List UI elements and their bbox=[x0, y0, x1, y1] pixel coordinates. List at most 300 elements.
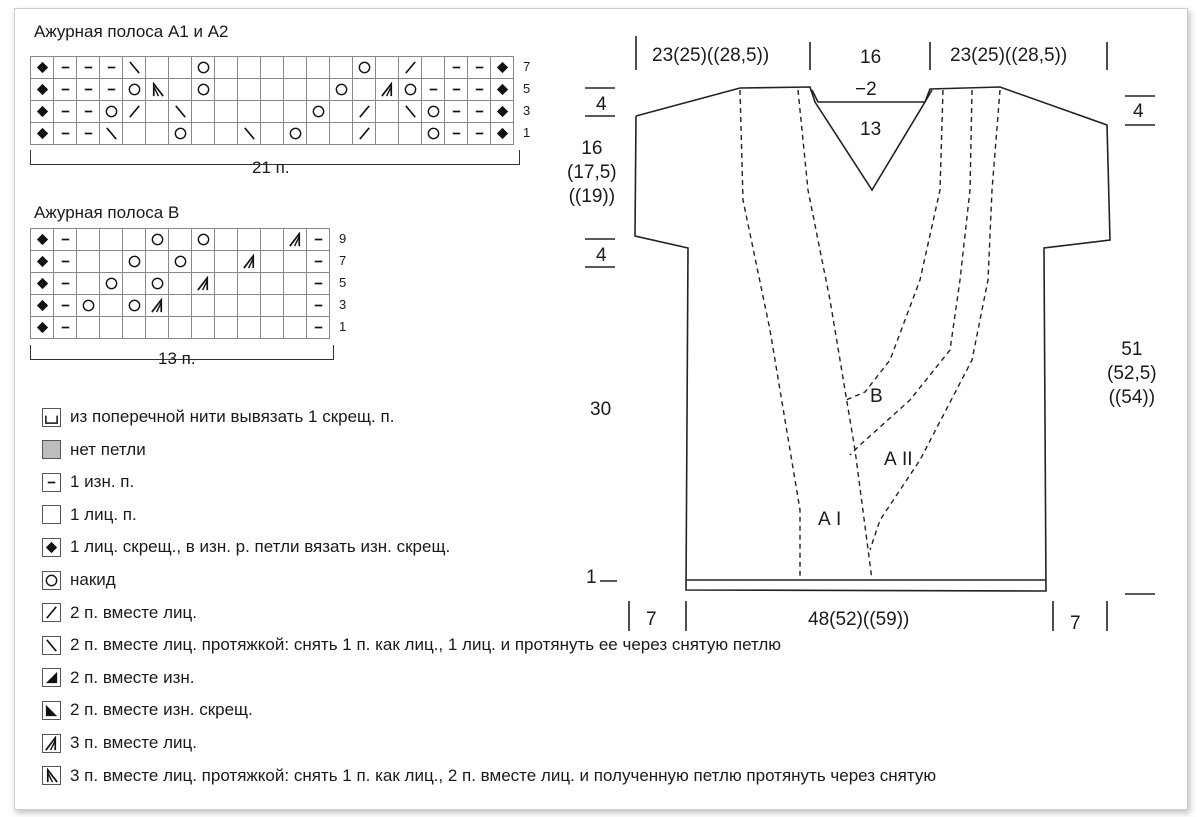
chart-cell bbox=[284, 57, 307, 79]
chart-cell bbox=[215, 229, 238, 251]
legend-item bbox=[42, 504, 137, 526]
chart-cell bbox=[123, 57, 146, 79]
chart-cell bbox=[353, 123, 376, 145]
p2tog-icon bbox=[44, 670, 59, 685]
chart-cell bbox=[100, 251, 123, 273]
legend-symbol bbox=[42, 734, 61, 753]
chart-cell bbox=[31, 317, 54, 339]
sk3-icon bbox=[44, 768, 59, 783]
chart-cell bbox=[146, 229, 169, 251]
strip-line-5 bbox=[870, 90, 1000, 550]
diamond-icon bbox=[35, 254, 50, 269]
chart-cell bbox=[284, 79, 307, 101]
row-number: 3 bbox=[523, 103, 531, 118]
diamond-icon bbox=[495, 104, 510, 119]
dash-icon bbox=[58, 104, 73, 119]
chart-cell bbox=[215, 317, 238, 339]
chart-cell bbox=[54, 101, 77, 123]
chart-cell bbox=[169, 251, 192, 273]
chart-cell bbox=[261, 251, 284, 273]
neck-minus: −2 bbox=[855, 79, 877, 100]
bottom-width: 48(52)((59)) bbox=[808, 609, 910, 630]
chart-cell bbox=[307, 295, 330, 317]
chart-cell bbox=[31, 101, 54, 123]
strip-label-a1: А I bbox=[818, 509, 842, 530]
chart-cell bbox=[77, 101, 100, 123]
diamond-icon bbox=[35, 60, 50, 75]
dash-icon bbox=[81, 104, 96, 119]
chart-cell bbox=[491, 57, 514, 79]
chart-row bbox=[31, 273, 330, 295]
dash-icon bbox=[58, 298, 73, 313]
ssk-icon bbox=[104, 126, 119, 141]
chart-cell bbox=[261, 79, 284, 101]
chart-cell bbox=[54, 317, 77, 339]
chart-cell bbox=[422, 123, 445, 145]
legend-text: 2 п. вместе лиц. bbox=[70, 602, 197, 622]
chart-cell bbox=[77, 273, 100, 295]
legend-item bbox=[42, 732, 197, 754]
dash-icon bbox=[44, 475, 59, 490]
dash-icon bbox=[449, 126, 464, 141]
top-right-width: 23(25)((28,5)) bbox=[950, 45, 1068, 66]
chart-cell bbox=[192, 101, 215, 123]
ssk-icon bbox=[173, 104, 188, 119]
legend-symbol bbox=[42, 408, 61, 427]
chart-cell bbox=[399, 79, 422, 101]
chart-cell bbox=[192, 295, 215, 317]
k3-icon bbox=[288, 232, 303, 247]
chart-cell bbox=[77, 295, 100, 317]
chart-cell bbox=[468, 101, 491, 123]
chart-cell bbox=[31, 273, 54, 295]
chart-cell bbox=[238, 101, 261, 123]
chart-cell bbox=[146, 57, 169, 79]
legend-text: 1 лиц. скрещ., в изн. р. петли вязать изн. скрещ. bbox=[70, 537, 451, 557]
side-height: 30 bbox=[590, 399, 612, 420]
dash-icon bbox=[58, 82, 73, 97]
diamond-icon bbox=[35, 104, 50, 119]
k3-icon bbox=[196, 276, 211, 291]
o-icon bbox=[426, 104, 441, 119]
chart-cell bbox=[54, 79, 77, 101]
chart-cell bbox=[100, 295, 123, 317]
dash-icon bbox=[311, 320, 326, 335]
chart-cell bbox=[77, 57, 100, 79]
chart-cell bbox=[31, 123, 54, 145]
garment-outline bbox=[635, 87, 1110, 591]
chart-row bbox=[31, 57, 514, 79]
diamond-icon bbox=[44, 540, 59, 555]
o-icon bbox=[196, 60, 211, 75]
chart-cell bbox=[422, 57, 445, 79]
chart-row bbox=[31, 317, 330, 339]
chart-cell bbox=[146, 317, 169, 339]
o-icon bbox=[104, 104, 119, 119]
o-icon bbox=[150, 276, 165, 291]
chart-cell bbox=[376, 57, 399, 79]
chart-cell bbox=[330, 123, 353, 145]
chart-cell bbox=[307, 251, 330, 273]
strip-label-a2: А II bbox=[884, 449, 913, 470]
chart-cell bbox=[31, 229, 54, 251]
chart-cell bbox=[445, 57, 468, 79]
chart-cell bbox=[261, 273, 284, 295]
chart-cell bbox=[215, 273, 238, 295]
o-icon bbox=[127, 298, 142, 313]
chart-cell bbox=[261, 101, 284, 123]
chart-cell bbox=[284, 123, 307, 145]
diamond-icon bbox=[35, 276, 50, 291]
chart-cell bbox=[54, 273, 77, 295]
legend-text: из поперечной нити вывязать 1 скрещ. п. bbox=[70, 407, 395, 426]
chart-cell bbox=[307, 317, 330, 339]
chart-cell bbox=[146, 79, 169, 101]
o-icon bbox=[311, 104, 326, 119]
chart-cell bbox=[100, 229, 123, 251]
chart-b-title: Ажурная полоса В bbox=[34, 203, 180, 222]
k2tog-icon bbox=[403, 60, 418, 75]
o-icon bbox=[403, 82, 418, 97]
chart-cell bbox=[31, 57, 54, 79]
o-icon bbox=[173, 254, 188, 269]
legend-symbol bbox=[42, 538, 61, 557]
chart-cell bbox=[399, 123, 422, 145]
chart-cell bbox=[100, 57, 123, 79]
dash-icon bbox=[81, 60, 96, 75]
diamond-icon bbox=[35, 232, 50, 247]
chart-row bbox=[31, 229, 330, 251]
o-icon bbox=[127, 254, 142, 269]
legend-item bbox=[42, 439, 146, 461]
chart-cell bbox=[169, 57, 192, 79]
dash-icon bbox=[81, 126, 96, 141]
strip-label-b: В bbox=[870, 386, 883, 407]
chart-cell bbox=[307, 123, 330, 145]
dash-icon bbox=[58, 254, 73, 269]
chart-cell bbox=[169, 317, 192, 339]
diamond-icon bbox=[495, 82, 510, 97]
chart-cell bbox=[491, 123, 514, 145]
dash-icon bbox=[449, 82, 464, 97]
chart-cell bbox=[284, 273, 307, 295]
chart-b-grid bbox=[30, 228, 330, 339]
chart-cell bbox=[169, 273, 192, 295]
legend-symbol bbox=[42, 473, 61, 492]
chart-cell bbox=[238, 317, 261, 339]
chart-cell bbox=[123, 79, 146, 101]
p2togtbl-icon bbox=[44, 703, 59, 718]
legend-item bbox=[42, 471, 134, 493]
chart-cell bbox=[261, 295, 284, 317]
neck-width: 16 bbox=[860, 47, 882, 68]
row-number: 3 bbox=[339, 297, 347, 312]
diamond-icon bbox=[35, 320, 50, 335]
chart-cell bbox=[146, 295, 169, 317]
chart-cell bbox=[307, 101, 330, 123]
chart-cell bbox=[445, 123, 468, 145]
armhole-bottom: 4 bbox=[596, 245, 607, 266]
chart-cell bbox=[376, 79, 399, 101]
chart-cell bbox=[54, 229, 77, 251]
chart-cell bbox=[261, 123, 284, 145]
dash-icon bbox=[58, 60, 73, 75]
chart-cell bbox=[284, 229, 307, 251]
chart-cell bbox=[307, 79, 330, 101]
dash-icon bbox=[472, 126, 487, 141]
legend-text: 2 п. вместе изн. скрещ. bbox=[70, 700, 253, 720]
dash-icon bbox=[58, 276, 73, 291]
shoulder-right: 4 bbox=[1133, 101, 1144, 122]
dash-icon bbox=[472, 104, 487, 119]
chart-cell bbox=[123, 229, 146, 251]
dash-icon bbox=[81, 82, 96, 97]
chart-cell bbox=[77, 123, 100, 145]
legend-text: 3 п. вместе лиц. протяжкой: снять 1 п. как лиц., 2 п. вместе лиц. и полученную петлю протянуть через снятую bbox=[70, 765, 937, 785]
chart-a-grid bbox=[30, 56, 514, 145]
chart-cell bbox=[215, 123, 238, 145]
total-height: 51 (52,5) ((54)) bbox=[1107, 339, 1157, 408]
k2tog-icon bbox=[44, 605, 59, 620]
chart-cell bbox=[215, 251, 238, 273]
chart-cell bbox=[31, 251, 54, 273]
chart-cell bbox=[123, 317, 146, 339]
chart-cell bbox=[284, 295, 307, 317]
dash-icon bbox=[311, 232, 326, 247]
dash-icon bbox=[311, 298, 326, 313]
chart-cell bbox=[192, 229, 215, 251]
chart-cell bbox=[77, 317, 100, 339]
diamond-icon bbox=[495, 60, 510, 75]
o-icon bbox=[44, 573, 59, 588]
armhole-height: 16 (17,5) ((19)) bbox=[567, 138, 617, 207]
chart-cell bbox=[54, 57, 77, 79]
row-number: 7 bbox=[523, 59, 531, 74]
row-number: 1 bbox=[523, 125, 531, 140]
ssk-icon bbox=[242, 126, 257, 141]
row-number: 1 bbox=[339, 319, 347, 334]
chart-cell bbox=[330, 79, 353, 101]
diamond-icon bbox=[35, 126, 50, 141]
shoulder-left: 4 bbox=[596, 94, 607, 115]
row-number: 7 bbox=[339, 253, 347, 268]
dash-icon bbox=[472, 82, 487, 97]
k2tog-icon bbox=[357, 104, 372, 119]
chart-cell bbox=[238, 57, 261, 79]
dash-icon bbox=[58, 320, 73, 335]
chart-cell bbox=[261, 317, 284, 339]
strip-line-2 bbox=[798, 90, 872, 580]
chart-cell bbox=[192, 57, 215, 79]
legend-symbol bbox=[42, 505, 61, 524]
legend-item bbox=[42, 536, 450, 558]
chart-row bbox=[31, 101, 514, 123]
dash-icon bbox=[449, 60, 464, 75]
ssk-icon bbox=[403, 104, 418, 119]
dash-icon bbox=[449, 104, 464, 119]
bottom-right: 7 bbox=[1070, 613, 1081, 634]
chart-row bbox=[31, 295, 330, 317]
legend-text: накид bbox=[70, 570, 116, 589]
o-icon bbox=[150, 232, 165, 247]
chart-cell bbox=[238, 273, 261, 295]
k3-icon bbox=[242, 254, 257, 269]
o-icon bbox=[334, 82, 349, 97]
hem-height: 1 bbox=[586, 567, 597, 588]
chart-cell bbox=[192, 79, 215, 101]
diamond-icon bbox=[35, 82, 50, 97]
row-number: 5 bbox=[339, 275, 347, 290]
chart-cell bbox=[54, 295, 77, 317]
chart-cell bbox=[146, 101, 169, 123]
chart-cell bbox=[100, 317, 123, 339]
legend-symbol bbox=[42, 766, 61, 785]
chart-cell bbox=[215, 57, 238, 79]
chart-cell bbox=[215, 79, 238, 101]
strip-line-1 bbox=[740, 90, 800, 580]
chart-cell bbox=[77, 229, 100, 251]
chart-cell bbox=[445, 79, 468, 101]
k3-icon bbox=[44, 736, 59, 751]
chart-cell bbox=[491, 101, 514, 123]
loop-icon bbox=[44, 410, 59, 425]
chart-cell bbox=[54, 251, 77, 273]
chart-cell bbox=[261, 229, 284, 251]
chart-cell bbox=[215, 101, 238, 123]
top-left-width: 23(25)((28,5)) bbox=[652, 45, 770, 66]
dash-icon bbox=[472, 60, 487, 75]
chart-cell bbox=[100, 123, 123, 145]
legend-item bbox=[42, 667, 195, 689]
chart-cell bbox=[353, 79, 376, 101]
chart-cell bbox=[468, 57, 491, 79]
dash-icon bbox=[426, 82, 441, 97]
chart-cell bbox=[238, 123, 261, 145]
k3-icon bbox=[150, 298, 165, 313]
chart-table bbox=[30, 228, 330, 339]
chart-cell bbox=[284, 317, 307, 339]
row-number: 9 bbox=[339, 231, 347, 246]
legend-symbol bbox=[42, 440, 61, 459]
chart-a-title: Ажурная полоса А1 и А2 bbox=[34, 22, 229, 41]
legend-item bbox=[42, 569, 116, 591]
o-icon bbox=[288, 126, 303, 141]
ssk-icon bbox=[44, 638, 59, 653]
legend-symbol bbox=[42, 571, 61, 590]
chart-cell bbox=[54, 123, 77, 145]
chart-cell bbox=[192, 123, 215, 145]
chart-cell bbox=[422, 101, 445, 123]
dash-icon bbox=[104, 82, 119, 97]
neck-depth: 13 bbox=[860, 119, 882, 140]
chart-cell bbox=[330, 101, 353, 123]
ssk-icon bbox=[127, 60, 142, 75]
legend-item bbox=[42, 765, 936, 787]
dash-icon bbox=[58, 126, 73, 141]
chart-cell bbox=[146, 273, 169, 295]
chart-cell bbox=[169, 79, 192, 101]
chart-cell bbox=[330, 57, 353, 79]
chart-cell bbox=[215, 295, 238, 317]
chart-cell bbox=[376, 123, 399, 145]
legend-text: 1 лиц. п. bbox=[70, 504, 137, 524]
row-number: 5 bbox=[523, 81, 531, 96]
chart-cell bbox=[353, 57, 376, 79]
chart-cell bbox=[192, 273, 215, 295]
chart-cell bbox=[77, 79, 100, 101]
dash-icon bbox=[104, 60, 119, 75]
k3-icon bbox=[380, 82, 395, 97]
diamond-icon bbox=[35, 298, 50, 313]
chart-cell bbox=[100, 273, 123, 295]
chart-cell bbox=[146, 251, 169, 273]
chart-cell bbox=[491, 79, 514, 101]
legend-text: 1 изн. п. bbox=[70, 472, 135, 492]
chart-cell bbox=[100, 101, 123, 123]
chart-cell bbox=[422, 79, 445, 101]
strip-line-4 bbox=[850, 90, 972, 455]
k2tog-icon bbox=[357, 126, 372, 141]
legend-symbol bbox=[42, 668, 61, 687]
chart-cell bbox=[238, 79, 261, 101]
o-icon bbox=[196, 82, 211, 97]
chart-cell bbox=[169, 101, 192, 123]
legend-item bbox=[42, 406, 394, 428]
chart-cell bbox=[100, 79, 123, 101]
chart-cell bbox=[169, 123, 192, 145]
legend-item bbox=[42, 699, 253, 721]
chart-cell bbox=[169, 229, 192, 251]
chart-cell bbox=[307, 273, 330, 295]
chart-cell bbox=[238, 295, 261, 317]
sk3-icon bbox=[150, 82, 165, 97]
legend-symbol bbox=[42, 636, 61, 655]
chart-cell bbox=[192, 251, 215, 273]
chart-row bbox=[31, 251, 330, 273]
o-icon bbox=[357, 60, 372, 75]
chart-cell bbox=[77, 251, 100, 273]
legend-text: 2 п. вместе лиц. протяжкой: снять 1 п. как лиц., 1 лиц. и протянуть ее через снятую петлю bbox=[70, 635, 782, 655]
chart-cell bbox=[445, 101, 468, 123]
legend-text: нет петли bbox=[70, 439, 146, 459]
legend-symbol bbox=[42, 603, 61, 622]
o-icon bbox=[81, 298, 96, 313]
chart-cell bbox=[123, 273, 146, 295]
o-icon bbox=[173, 126, 188, 141]
o-icon bbox=[127, 82, 142, 97]
diamond-icon bbox=[495, 126, 510, 141]
chart-cell bbox=[192, 317, 215, 339]
chart-cell bbox=[31, 295, 54, 317]
chart-a-count: 21 п. bbox=[252, 158, 290, 177]
chart-cell bbox=[307, 57, 330, 79]
chart-cell bbox=[31, 79, 54, 101]
chart-cell bbox=[123, 251, 146, 273]
legend-item bbox=[42, 602, 197, 624]
chart-cell bbox=[468, 123, 491, 145]
chart-cell bbox=[399, 101, 422, 123]
chart-cell bbox=[307, 229, 330, 251]
chart-row bbox=[31, 123, 514, 145]
bottom-left: 7 bbox=[646, 609, 657, 630]
chart-cell bbox=[468, 79, 491, 101]
legend-symbol bbox=[42, 701, 61, 720]
chart-cell bbox=[123, 123, 146, 145]
o-icon bbox=[196, 232, 211, 247]
legend-text: 2 п. вместе изн. bbox=[70, 667, 195, 687]
chart-cell bbox=[353, 101, 376, 123]
o-icon bbox=[426, 126, 441, 141]
